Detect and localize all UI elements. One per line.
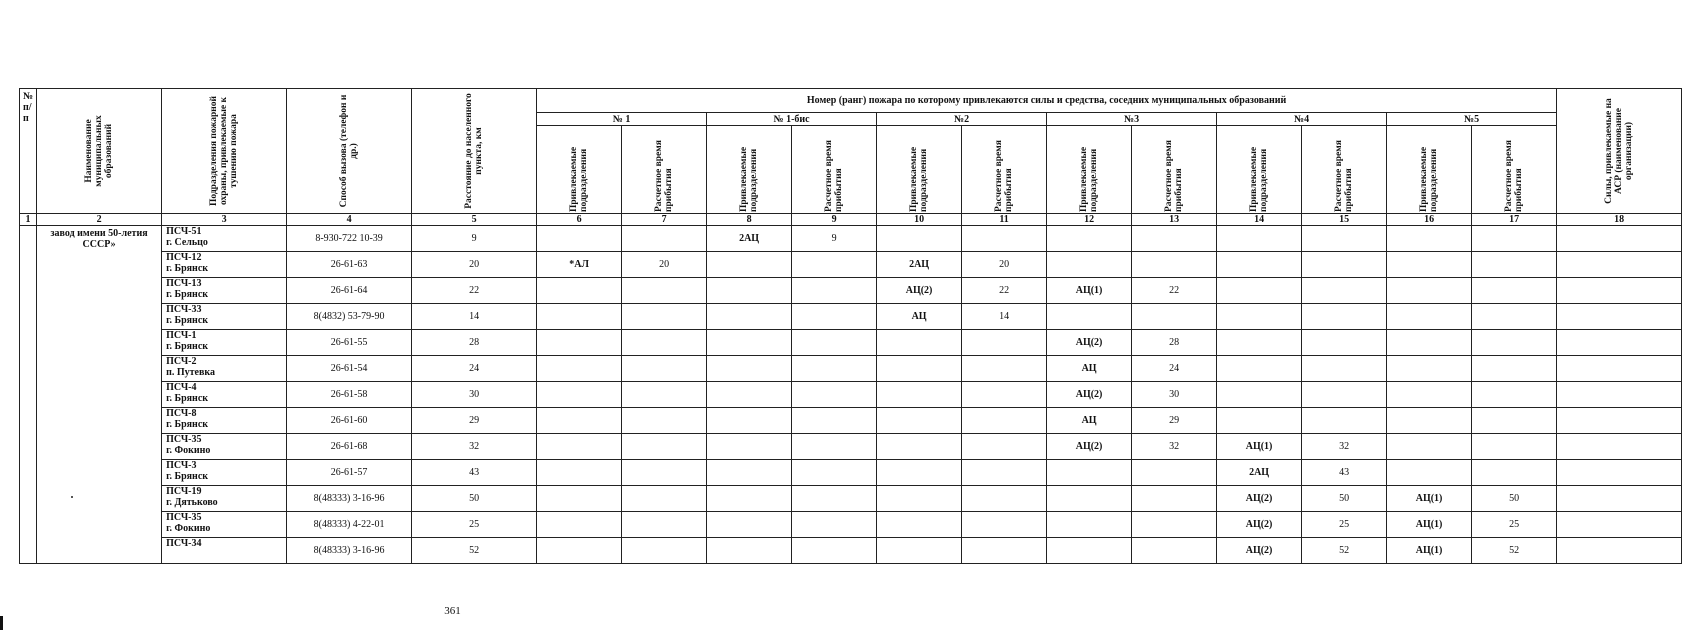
table-row xyxy=(20,538,1682,564)
call-method: 8(48333) 3-16-96 xyxy=(287,486,412,512)
arrival-time xyxy=(1132,486,1217,512)
unit-place: г. Брянск xyxy=(166,341,209,352)
call-method: 8-930-722 10-39 xyxy=(287,226,412,252)
column-number: 4 xyxy=(287,214,412,226)
column-number: 12 xyxy=(1047,214,1132,226)
header-sub-time-3: Расчетное время прибытия xyxy=(962,126,1047,214)
distance-value: 14 xyxy=(412,304,537,330)
asr-forces xyxy=(1557,538,1682,564)
arrival-time: 29 xyxy=(1132,408,1217,434)
column-number: 10 xyxy=(877,214,962,226)
distance-value: 9 xyxy=(412,226,537,252)
assigned-units xyxy=(537,382,622,408)
unit-cell xyxy=(162,252,287,278)
assigned-units: 2АЦ xyxy=(1217,460,1302,486)
unit-cell xyxy=(162,512,287,538)
assigned-units xyxy=(707,278,792,304)
assigned-units: АЦ(2) xyxy=(1217,486,1302,512)
assigned-units: АЦ(1) xyxy=(1387,512,1472,538)
call-method: 8(48333) 4-22-01 xyxy=(287,512,412,538)
call-method: 26-61-63 xyxy=(287,252,412,278)
assigned-units xyxy=(707,486,792,512)
assigned-units xyxy=(1217,382,1302,408)
assigned-units xyxy=(1047,226,1132,252)
assigned-units: АЦ xyxy=(1047,356,1132,382)
call-method: 26-61-55 xyxy=(287,330,412,356)
arrival-time xyxy=(962,538,1047,564)
asr-forces xyxy=(1557,486,1682,512)
asr-forces xyxy=(1557,278,1682,304)
unit-place: г. Дятьково xyxy=(166,497,218,508)
arrival-time xyxy=(792,278,877,304)
column-number: 5 xyxy=(412,214,537,226)
assigned-units: АЦ(1) xyxy=(1387,538,1472,564)
column-number: 14 xyxy=(1217,214,1302,226)
assigned-units xyxy=(537,434,622,460)
arrival-time xyxy=(622,382,707,408)
assigned-units xyxy=(1047,486,1132,512)
unit-cell xyxy=(162,356,287,382)
arrival-time xyxy=(962,226,1047,252)
unit-cell xyxy=(162,408,287,434)
assigned-units: 2АЦ xyxy=(877,252,962,278)
arrival-time xyxy=(962,434,1047,460)
assigned-units xyxy=(707,434,792,460)
call-method: 26-61-54 xyxy=(287,356,412,382)
header-sub-time-2: Расчетное время прибытия xyxy=(792,126,877,214)
unit-cell xyxy=(162,330,287,356)
arrival-time xyxy=(622,408,707,434)
arrival-time xyxy=(1472,356,1557,382)
assigned-units xyxy=(1047,538,1132,564)
assigned-units xyxy=(1217,226,1302,252)
unit-place: г. Фокино xyxy=(166,523,211,534)
assigned-units xyxy=(707,460,792,486)
arrival-time xyxy=(962,460,1047,486)
assigned-units xyxy=(1387,382,1472,408)
unit-name: ПСЧ-1 xyxy=(166,330,197,341)
assigned-units xyxy=(707,304,792,330)
column-number: 1 xyxy=(20,214,37,226)
assigned-units xyxy=(1387,356,1472,382)
arrival-time xyxy=(792,356,877,382)
assigned-units xyxy=(1047,512,1132,538)
unit-name: ПСЧ-13 xyxy=(166,278,202,289)
arrival-time xyxy=(792,408,877,434)
arrival-time xyxy=(1472,226,1557,252)
arrival-time xyxy=(622,460,707,486)
arrival-time xyxy=(792,538,877,564)
asr-forces xyxy=(1557,382,1682,408)
arrival-time xyxy=(622,226,707,252)
unit-name: ПСЧ-4 xyxy=(166,382,197,393)
unit-name: ПСЧ-51 xyxy=(166,226,202,237)
assigned-units xyxy=(1387,408,1472,434)
header-sub-units-4: Привлекаемые подразделения xyxy=(1047,126,1132,214)
asr-forces xyxy=(1557,356,1682,382)
assigned-units xyxy=(537,512,622,538)
header-sub-units-1: Привлекаемые подразделения xyxy=(537,126,622,214)
arrival-time: 52 xyxy=(1302,538,1387,564)
arrival-time xyxy=(962,382,1047,408)
header-asr: Силы, привлекаемые на АСР (наименование организации) xyxy=(1557,89,1682,214)
assigned-units xyxy=(1217,304,1302,330)
header-distance: Расстояние до населенного пункта, км xyxy=(412,89,537,214)
scan-speck xyxy=(71,496,73,498)
unit-cell xyxy=(162,382,287,408)
asr-forces xyxy=(1557,408,1682,434)
arrival-time xyxy=(792,512,877,538)
header-sub-time-5: Расчетное время прибытия xyxy=(1302,126,1387,214)
assigned-units xyxy=(1387,252,1472,278)
assigned-units: АЦ(2) xyxy=(1217,512,1302,538)
asr-forces xyxy=(1557,330,1682,356)
table-row xyxy=(20,460,1682,486)
arrival-time: 20 xyxy=(962,252,1047,278)
call-method: 8(4832) 53-79-90 xyxy=(287,304,412,330)
assigned-units xyxy=(1217,408,1302,434)
municipality-name: завод имени 50-летия СССР» xyxy=(37,226,162,564)
unit-name: ПСЧ-34 xyxy=(166,538,202,549)
assigned-units xyxy=(1387,226,1472,252)
header-rank-2: №2 xyxy=(877,113,1047,126)
header-rank-3: №3 xyxy=(1047,113,1217,126)
arrival-time xyxy=(1472,252,1557,278)
arrival-time xyxy=(1472,278,1557,304)
arrival-time xyxy=(792,252,877,278)
unit-place: п. Путевка xyxy=(166,367,215,378)
unit-name: ПСЧ-3 xyxy=(166,460,197,471)
assigned-units xyxy=(877,356,962,382)
assigned-units xyxy=(1387,460,1472,486)
header-call: Способ вызова (телефон и др.) xyxy=(287,89,412,214)
assigned-units xyxy=(1387,278,1472,304)
asr-forces xyxy=(1557,460,1682,486)
arrival-time xyxy=(1472,330,1557,356)
header-sub-units-6: Привлекаемые подразделения xyxy=(1387,126,1472,214)
distance-value: 24 xyxy=(412,356,537,382)
unit-place: г. Фокино xyxy=(166,445,211,456)
assigned-units xyxy=(877,486,962,512)
column-number: 3 xyxy=(162,214,287,226)
arrival-time: 25 xyxy=(1472,512,1557,538)
assigned-units xyxy=(707,408,792,434)
arrival-time xyxy=(1132,512,1217,538)
arrival-time: 28 xyxy=(1132,330,1217,356)
header-rank-5: №5 xyxy=(1387,113,1557,126)
header-sub-units-5: Привлекаемые подразделения xyxy=(1217,126,1302,214)
assigned-units xyxy=(707,538,792,564)
assigned-units: *АЛ xyxy=(537,252,622,278)
assigned-units xyxy=(1047,252,1132,278)
arrival-time xyxy=(622,278,707,304)
column-number: 11 xyxy=(962,214,1047,226)
arrival-time xyxy=(1472,408,1557,434)
arrival-time xyxy=(792,304,877,330)
arrival-time: 25 xyxy=(1302,512,1387,538)
arrival-time xyxy=(1302,226,1387,252)
assigned-units: АЦ(2) xyxy=(877,278,962,304)
unit-place: г. Брянск xyxy=(166,471,209,482)
distance-value: 28 xyxy=(412,330,537,356)
arrival-time xyxy=(622,486,707,512)
arrival-time xyxy=(622,304,707,330)
assigned-units xyxy=(537,278,622,304)
assigned-units xyxy=(877,382,962,408)
unit-name: ПСЧ-33 xyxy=(166,304,202,315)
unit-name: ПСЧ-35 xyxy=(166,434,202,445)
scan-edge-mark xyxy=(0,616,3,630)
table-row xyxy=(20,304,1682,330)
assigned-units xyxy=(537,304,622,330)
unit-cell xyxy=(162,486,287,512)
table-row xyxy=(20,356,1682,382)
table-row xyxy=(20,252,1682,278)
page-number: 361 xyxy=(444,605,461,617)
call-method: 26-61-57 xyxy=(287,460,412,486)
arrival-time xyxy=(1302,382,1387,408)
column-number: 6 xyxy=(537,214,622,226)
table-row xyxy=(20,382,1682,408)
arrival-time xyxy=(792,382,877,408)
arrival-time: 43 xyxy=(1302,460,1387,486)
assigned-units xyxy=(537,486,622,512)
arrival-time xyxy=(1132,252,1217,278)
assigned-units: 2АЦ xyxy=(707,226,792,252)
unit-place: г. Сельцо xyxy=(166,237,208,248)
assigned-units xyxy=(1387,330,1472,356)
assigned-units: АЦ(2) xyxy=(1047,434,1132,460)
assigned-units xyxy=(1387,434,1472,460)
row-number-cell xyxy=(20,226,37,564)
assigned-units xyxy=(707,356,792,382)
assigned-units xyxy=(877,538,962,564)
table-row xyxy=(20,278,1682,304)
assigned-units xyxy=(877,512,962,538)
arrival-time xyxy=(792,460,877,486)
arrival-time: 22 xyxy=(1132,278,1217,304)
column-number: 17 xyxy=(1472,214,1557,226)
arrival-time: 50 xyxy=(1302,486,1387,512)
asr-forces xyxy=(1557,434,1682,460)
arrival-time: 9 xyxy=(792,226,877,252)
distance-value: 32 xyxy=(412,434,537,460)
call-method: 8(48333) 3-16-96 xyxy=(287,538,412,564)
arrival-time xyxy=(1302,278,1387,304)
assigned-units xyxy=(1047,304,1132,330)
table-row xyxy=(20,408,1682,434)
table-row xyxy=(20,486,1682,512)
fire-forces-table xyxy=(19,88,1682,564)
assigned-units xyxy=(707,252,792,278)
assigned-units xyxy=(537,330,622,356)
header-rank-1: № 1 xyxy=(537,113,707,126)
header-sub-units-2: Привлекаемые подразделения xyxy=(707,126,792,214)
unit-place: г. Брянск xyxy=(166,263,209,274)
asr-forces xyxy=(1557,304,1682,330)
arrival-time xyxy=(1302,330,1387,356)
arrival-time xyxy=(962,512,1047,538)
asr-forces xyxy=(1557,226,1682,252)
unit-cell xyxy=(162,278,287,304)
header-rank-1bis: № 1-бис xyxy=(707,113,877,126)
unit-name: ПСЧ-35 xyxy=(166,512,202,523)
column-number: 18 xyxy=(1557,214,1682,226)
arrival-time xyxy=(792,486,877,512)
arrival-time: 30 xyxy=(1132,382,1217,408)
assigned-units xyxy=(1047,460,1132,486)
assigned-units xyxy=(877,434,962,460)
arrival-time xyxy=(792,330,877,356)
header-sub-time-4: Расчетное время прибытия xyxy=(1132,126,1217,214)
unit-cell xyxy=(162,538,287,564)
unit-cell xyxy=(162,226,287,252)
arrival-time xyxy=(1132,226,1217,252)
arrival-time: 52 xyxy=(1472,538,1557,564)
assigned-units xyxy=(1217,278,1302,304)
call-method: 26-61-58 xyxy=(287,382,412,408)
unit-place: г. Брянск xyxy=(166,419,209,430)
arrival-time xyxy=(622,356,707,382)
column-number: 7 xyxy=(622,214,707,226)
header-muni: Наименование муниципальных образований xyxy=(37,89,162,214)
assigned-units: АЦ(1) xyxy=(1217,434,1302,460)
assigned-units xyxy=(537,356,622,382)
arrival-time xyxy=(1302,356,1387,382)
distance-value: 50 xyxy=(412,486,537,512)
header-rank-title: Номер (ранг) пожара по которому привлекаются силы и средства, соседних муниципальных образований xyxy=(537,89,1557,113)
assigned-units xyxy=(877,330,962,356)
unit-place: г. Брянск xyxy=(166,393,209,404)
unit-cell xyxy=(162,460,287,486)
distance-value: 52 xyxy=(412,538,537,564)
unit-cell xyxy=(162,304,287,330)
distance-value: 29 xyxy=(412,408,537,434)
header-sub-time-1: Расчетное время прибытия xyxy=(622,126,707,214)
assigned-units xyxy=(1217,252,1302,278)
distance-value: 30 xyxy=(412,382,537,408)
distance-value: 20 xyxy=(412,252,537,278)
header-num: № п/п xyxy=(20,89,37,214)
assigned-units: АЦ(1) xyxy=(1387,486,1472,512)
assigned-units xyxy=(707,382,792,408)
header-rank-4: №4 xyxy=(1217,113,1387,126)
assigned-units: АЦ(2) xyxy=(1047,382,1132,408)
assigned-units xyxy=(877,226,962,252)
arrival-time xyxy=(1132,304,1217,330)
assigned-units: АЦ xyxy=(877,304,962,330)
arrival-time: 14 xyxy=(962,304,1047,330)
asr-forces xyxy=(1557,512,1682,538)
arrival-time xyxy=(622,434,707,460)
assigned-units: АЦ(2) xyxy=(1217,538,1302,564)
assigned-units xyxy=(537,226,622,252)
arrival-time xyxy=(622,512,707,538)
assigned-units xyxy=(1387,304,1472,330)
arrival-time xyxy=(1132,538,1217,564)
table-row xyxy=(20,512,1682,538)
unit-name: ПСЧ-2 xyxy=(166,356,197,367)
arrival-time: 32 xyxy=(1132,434,1217,460)
assigned-units xyxy=(537,538,622,564)
arrival-time xyxy=(792,434,877,460)
arrival-time xyxy=(622,538,707,564)
assigned-units xyxy=(1217,330,1302,356)
assigned-units xyxy=(537,460,622,486)
header-sub-units-3: Привлекаемые подразделения xyxy=(877,126,962,214)
header-sub-time-6: Расчетное время прибытия xyxy=(1472,126,1557,214)
unit-cell xyxy=(162,434,287,460)
assigned-units: АЦ(2) xyxy=(1047,330,1132,356)
table-row xyxy=(20,330,1682,356)
assigned-units xyxy=(707,330,792,356)
call-method: 26-61-60 xyxy=(287,408,412,434)
arrival-time xyxy=(962,330,1047,356)
arrival-time xyxy=(622,330,707,356)
column-number: 16 xyxy=(1387,214,1472,226)
assigned-units xyxy=(877,408,962,434)
arrival-time xyxy=(1302,304,1387,330)
arrival-time xyxy=(1472,304,1557,330)
column-number: 2 xyxy=(37,214,162,226)
arrival-time: 20 xyxy=(622,252,707,278)
assigned-units xyxy=(537,408,622,434)
arrival-time xyxy=(1302,408,1387,434)
assigned-units: АЦ(1) xyxy=(1047,278,1132,304)
arrival-time: 24 xyxy=(1132,356,1217,382)
unit-name: ПСЧ-19 xyxy=(166,486,202,497)
assigned-units xyxy=(877,460,962,486)
arrival-time xyxy=(1472,382,1557,408)
distance-value: 25 xyxy=(412,512,537,538)
arrival-time xyxy=(1132,460,1217,486)
unit-name: ПСЧ-12 xyxy=(166,252,202,263)
assigned-units: АЦ xyxy=(1047,408,1132,434)
column-number: 13 xyxy=(1132,214,1217,226)
unit-place: г. Брянск xyxy=(166,315,209,326)
arrival-time: 50 xyxy=(1472,486,1557,512)
unit-name: ПСЧ-8 xyxy=(166,408,197,419)
column-number: 9 xyxy=(792,214,877,226)
column-number: 8 xyxy=(707,214,792,226)
header-units: Подразделения пожарной охраны, привлекаемые к тушению пожара xyxy=(162,89,287,214)
table-row xyxy=(20,226,1682,252)
arrival-time xyxy=(1302,252,1387,278)
call-method: 26-61-64 xyxy=(287,278,412,304)
arrival-time xyxy=(1472,434,1557,460)
distance-value: 43 xyxy=(412,460,537,486)
call-method: 26-61-68 xyxy=(287,434,412,460)
column-number: 15 xyxy=(1302,214,1387,226)
arrival-time xyxy=(1472,460,1557,486)
arrival-time xyxy=(962,408,1047,434)
distance-value: 22 xyxy=(412,278,537,304)
asr-forces xyxy=(1557,252,1682,278)
assigned-units xyxy=(707,512,792,538)
assigned-units xyxy=(1217,356,1302,382)
arrival-time: 32 xyxy=(1302,434,1387,460)
arrival-time: 22 xyxy=(962,278,1047,304)
unit-place: г. Брянск xyxy=(166,289,209,300)
table-row xyxy=(20,434,1682,460)
arrival-time xyxy=(962,486,1047,512)
arrival-time xyxy=(962,356,1047,382)
